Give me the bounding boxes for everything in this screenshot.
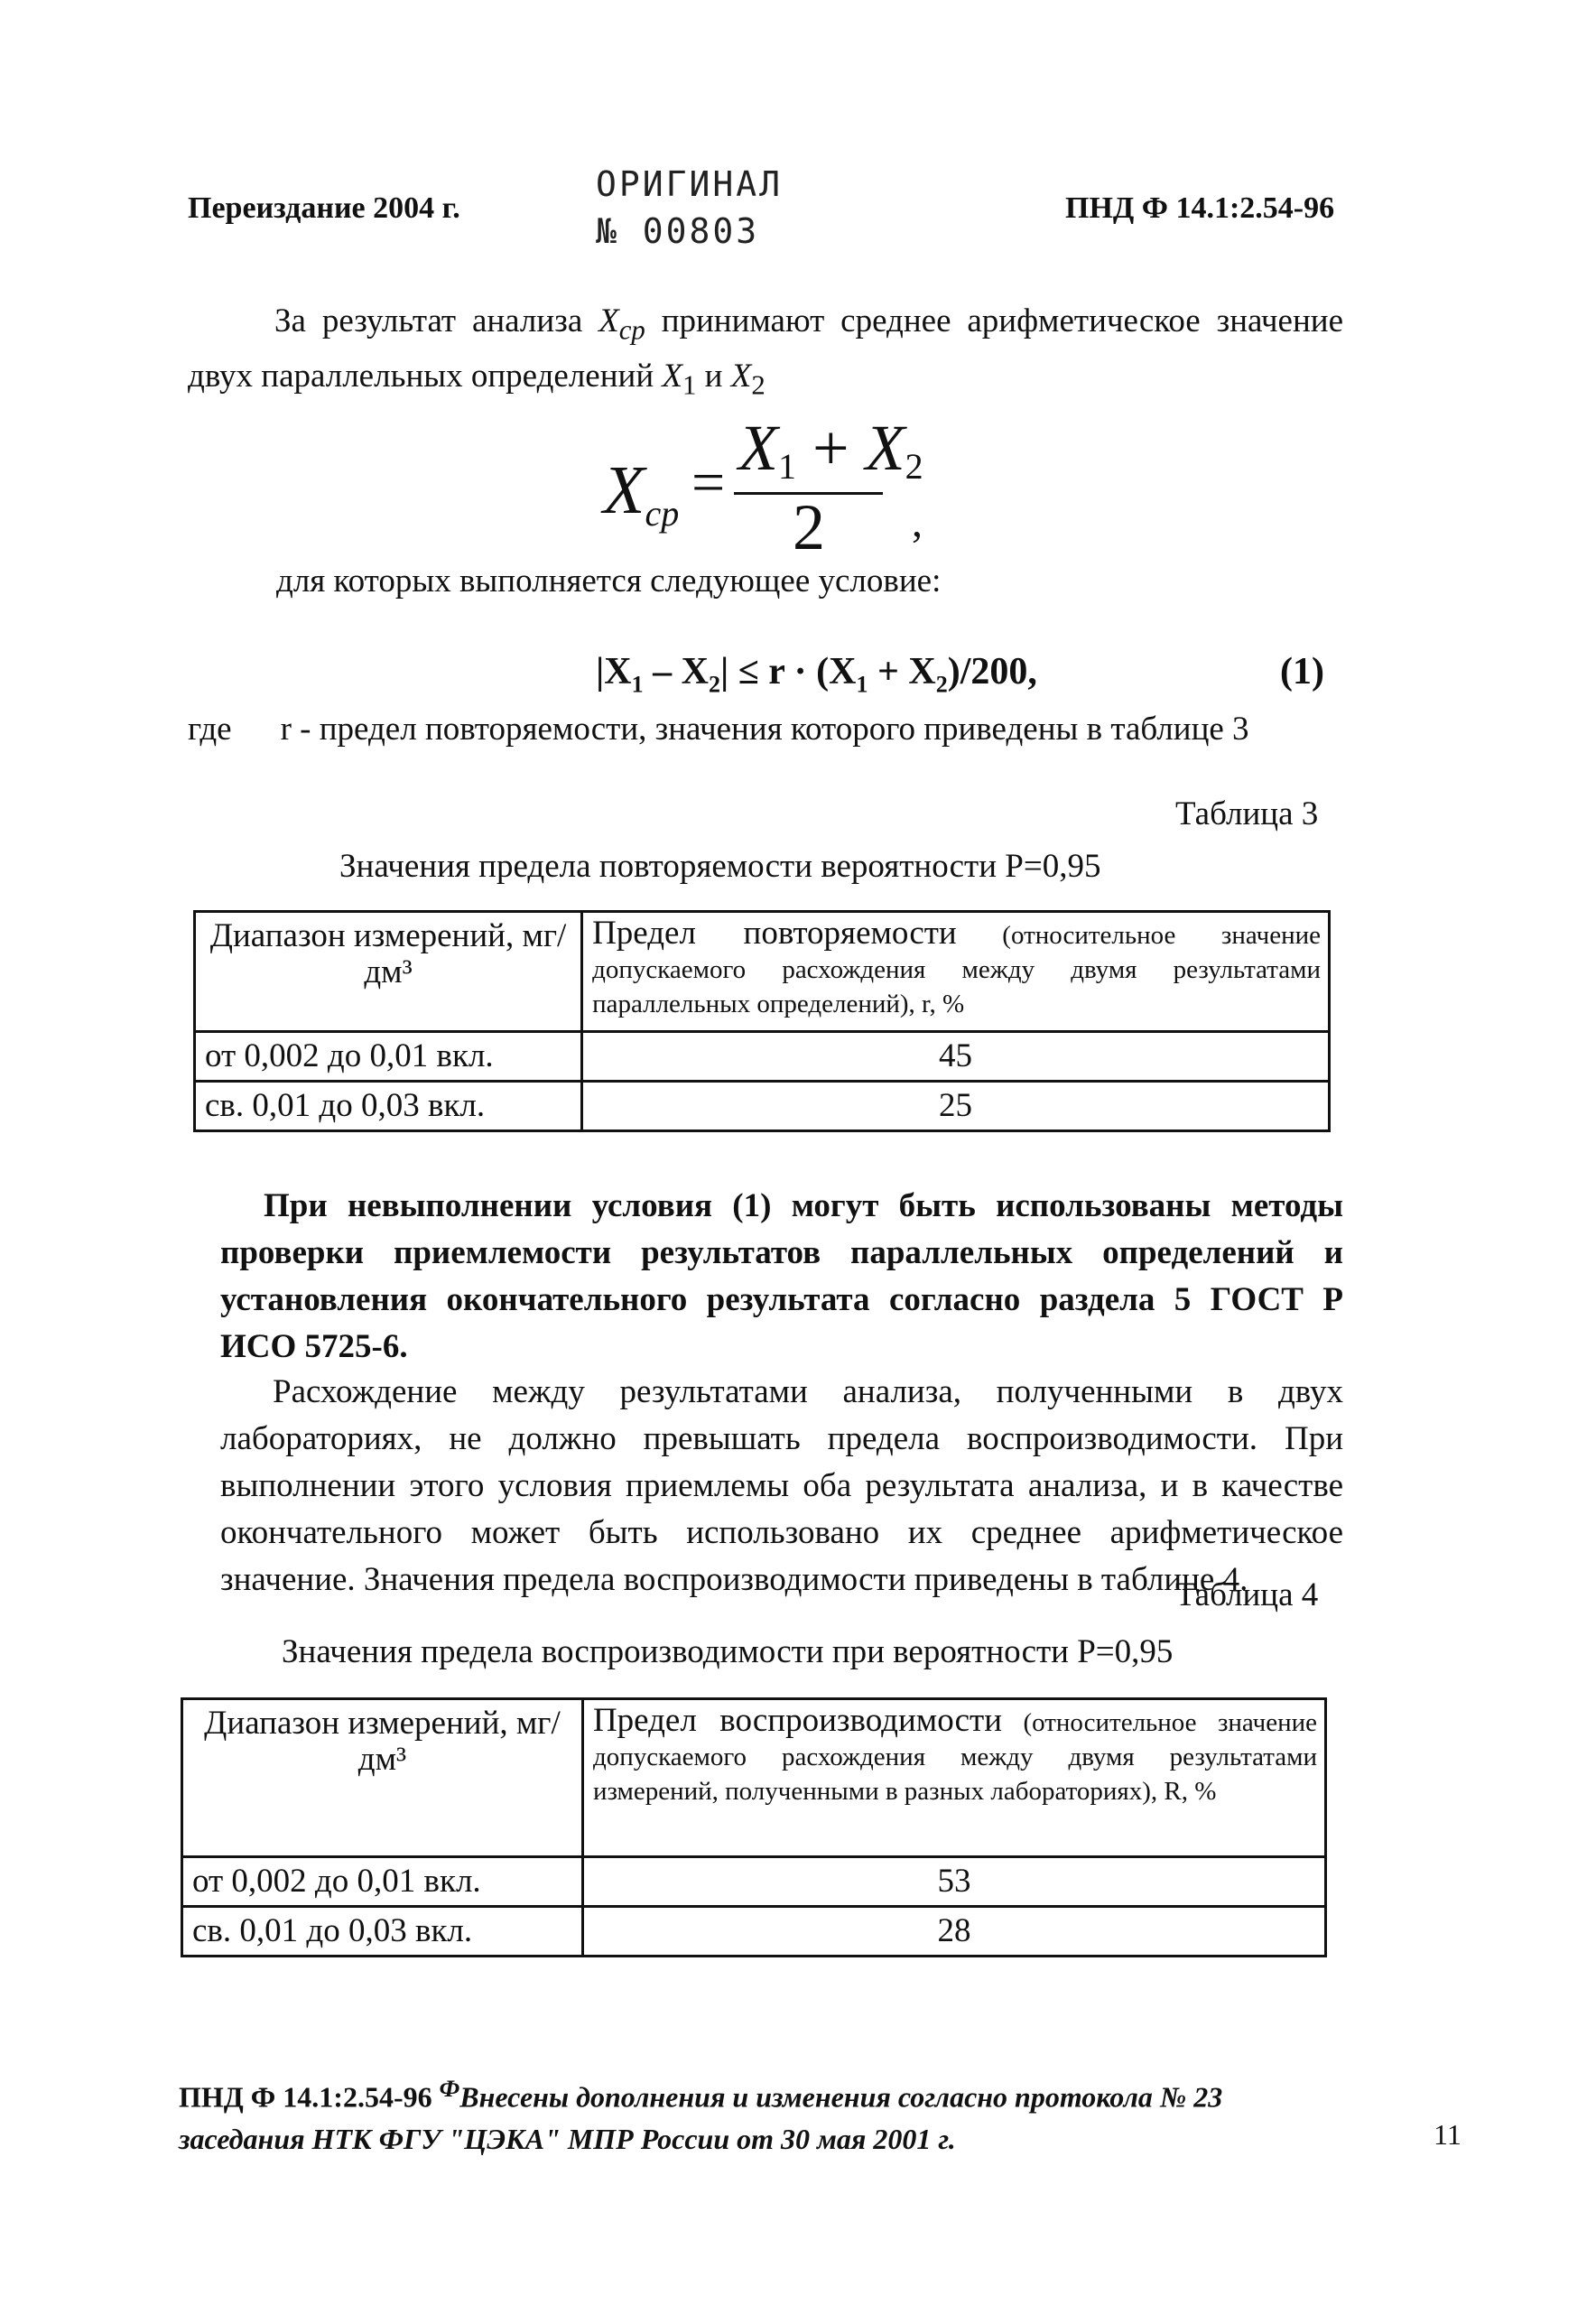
original-stamp [596,161,783,255]
formula-equals: = [691,450,726,516]
where-text: - предел повторяемости, значения которого приведены в таблице 3 [291,711,1249,748]
sub-1: 1 [682,369,697,401]
table-row [182,1857,1326,1907]
stamp-title: ОРИГИНАЛ [596,164,784,204]
var-cp-sub: ср [618,314,645,346]
intro-text-a: За результат анализа [274,302,599,339]
formula-denominator: 2 [793,491,825,563]
table-header-row [182,1699,1326,1857]
stamp-number: № 00803 [596,211,760,251]
value-cell: 45 [582,1032,1330,1082]
table-row [195,1082,1330,1131]
var-x: X [598,302,619,339]
document-code: ПНД Ф 14.1:2.54-96 [1065,191,1335,225]
condition-formula: $|X_1 - X_2| \le r \cdot (X_1 + X_2)/200$, [596,651,1037,698]
where-line [188,710,1249,748]
value-cell: 53 [582,1857,1325,1907]
table4-title: Значения предела воспроизводимости при вероятности Р=0,95 [282,1633,1174,1670]
page-number: 11 [1434,2118,1461,2151]
formula-comma: , [912,498,923,546]
value-cell: 25 [582,1082,1330,1131]
header-range: Диапазон измерений, мг/дм³ [195,912,582,1032]
value-cell: 28 [582,1907,1325,1957]
table3 [193,910,1331,1132]
intro-text-b: принимают среднее арифметическое значение двух параллельных определений [188,302,1343,395]
intro-paragraph [188,298,1343,409]
table3-title: Значения предела повторяемости вероятности Р=0,95 [339,848,1101,885]
acceptance-paragraph: При невыполнении условия (1) могут быть использованы методы проверки приемлемости результатов параллельных определений и установления окончательного результата согласно раздела 5 ГОСТ Р ИСО 5725-6. [220,1187,1343,1365]
table-row [195,1032,1330,1082]
sub-2: 2 [751,369,766,401]
mean-formula [603,411,946,564]
table-row [182,1907,1326,1957]
header-limit: Предел повторяемости (относительное значение допускаемого расхождения между двумя результатами параллельных определений), r, % [582,912,1330,1032]
var-x1: X [662,358,682,395]
var-x2: X [730,358,752,395]
header-range: Диапазон измерений, мг/дм³ [182,1699,583,1857]
table4-label: Таблица 4 [1175,1576,1319,1613]
footer-note [179,2068,1352,2160]
where-symbol: r [280,711,292,748]
reproducibility-paragraph: Расхождение между результатами анализа, полученными в двух лабораториях, не должно превышать предела воспроизводимости. При выполнении этого условия приемлемы оба результата анализа, и в качестве окончательного может быть использовано их среднее арифметическое значение. Значения предела воспроизводимости приведены в таблице 4. [220,1373,1343,1598]
intro-and: и [696,358,731,395]
formula-lhs: $X_{cp}$ [603,452,680,534]
table4 [181,1697,1327,1957]
footer-mark: Ф [439,2075,460,2102]
range-cell: от 0,002 до 0,01 вкл. [182,1857,583,1907]
table3-label: Таблица 3 [1175,795,1319,832]
formula-number: (1) [1280,651,1324,693]
formula-numerator: $X_1 + X_2$ [738,412,923,487]
footer-text: Внесены дополнения и изменения согласно протокола № 23 заседания НТК ФГУ "ЦЭКА" МПР России от 30 мая 2001 г. [179,2080,1223,2155]
range-cell: св. 0,01 до 0,03 вкл. [182,1907,583,1957]
header-limit: Предел воспроизводимости (относительное значение допускаемого расхождения между двумя результатами измерений, полученными в разных лабораториях), R, % [582,1699,1325,1857]
range-cell: от 0,002 до 0,01 вкл. [195,1032,582,1082]
reissue-note: Переиздание 2004 г. [188,191,460,225]
where-word: где [188,711,232,748]
condition-intro: для которых выполняется следующее условие: [276,562,942,600]
range-cell: св. 0,01 до 0,03 вкл. [195,1082,582,1131]
table-header-row [195,912,1330,1032]
footer-code: ПНД Ф 14.1:2.54-96 [179,2080,440,2114]
